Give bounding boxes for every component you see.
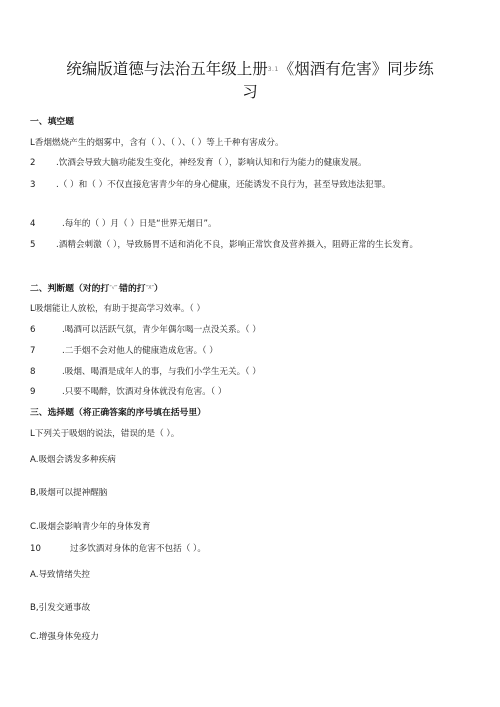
document-title xyxy=(40,58,460,104)
check-mark-note: “√”. xyxy=(109,285,120,291)
heading-text-mid: 错的打 xyxy=(119,284,146,294)
question-text: .每年的（ ）月（ ）日是“世界无烟日”。 xyxy=(62,219,217,229)
question-2-7 xyxy=(30,345,470,358)
heading-text-end: ） xyxy=(153,284,163,294)
question-1-5 xyxy=(30,237,470,253)
question-number: 7 xyxy=(30,346,36,356)
question-1-4 xyxy=(30,218,470,231)
cross-mark-note: “X” xyxy=(145,285,154,291)
section-heading-fill-blank: 一、填空题 xyxy=(30,117,74,127)
question-2-9 xyxy=(30,386,470,399)
question-text: .只要不喝醉，饮酒对身体就没有危害。（ ） xyxy=(62,387,227,397)
question-2-8 xyxy=(30,366,470,379)
section-heading-multiple-choice: 三、选择题（将正确答案的序号填在括号里） xyxy=(30,408,206,418)
question-number: 4 xyxy=(30,219,36,229)
option-c: C.增强身体免疫力 xyxy=(30,632,99,642)
question-text: 过多饮酒对身体的危害不包括（ ）。 xyxy=(70,544,206,554)
option-a: A.导致情绪失控 xyxy=(30,570,91,580)
option-b: B,引发交通事故 xyxy=(30,603,91,613)
title-small-number: 3.1 xyxy=(267,66,279,73)
question-number: 8 xyxy=(30,367,36,377)
question-text: .酒精会刺激（ ），导致肠胃不适和消化不良，影响正常饮食及营养摄入，阻碍正常的生长发育。 xyxy=(56,240,419,250)
question-number: 5 xyxy=(30,240,36,250)
question-1-1: L香烟燃烧产生的烟雾中，含有（ ）、（ ）、（ ）等上千种有害成分。 xyxy=(30,138,284,148)
question-number: 6 xyxy=(30,325,36,335)
question-3-10 xyxy=(30,543,470,556)
option-b: B,吸烟可以提神醒脑 xyxy=(30,488,108,498)
title-text: 统编版道德与法治五年级上册 xyxy=(66,60,268,78)
question-number: 2 xyxy=(30,158,36,168)
question-2-1: L吸烟能让人放松，有助于提高学习效率。（ ） xyxy=(30,304,206,314)
section-heading-true-false xyxy=(30,282,470,296)
option-c: C.吸烟会影响青少年的身体发育 xyxy=(30,522,151,532)
question-1-3 xyxy=(30,177,470,193)
question-3-1: L下列关于吸烟的说法，错误的是（ ）。 xyxy=(30,429,180,439)
question-text: .（ ）和（ ）不仅直接危害青少年的身心健康，还能诱发不良行为，甚至导致违法犯罪。 xyxy=(56,180,391,190)
title-text-line2: 习 xyxy=(242,83,258,101)
question-number: 3 xyxy=(30,180,36,190)
question-text: .二手烟不会对他人的健康造成危害。（ ） xyxy=(62,346,218,356)
question-1-2 xyxy=(30,157,470,170)
question-2-6 xyxy=(30,324,470,337)
question-number: 9 xyxy=(30,387,36,397)
option-a: A.吸烟会诱发多种疾病 xyxy=(30,455,116,465)
title-text-cont: 《烟酒有危害》同步练 xyxy=(278,60,434,78)
heading-text: 二、判断题（对的打 xyxy=(30,284,110,294)
question-number: 10 xyxy=(30,544,41,554)
question-text: .喝酒可以活跃气氛，青少年偶尔喝一点没关系。（ ） xyxy=(62,325,261,335)
question-text: .吸烟、喝酒是成年人的事，与我们小学生无关。（ ） xyxy=(62,367,261,377)
question-text: .饮酒会导致大脑功能发生变化，神经发育（ ），影响认知和行为能力的健康发展。 xyxy=(56,158,367,168)
